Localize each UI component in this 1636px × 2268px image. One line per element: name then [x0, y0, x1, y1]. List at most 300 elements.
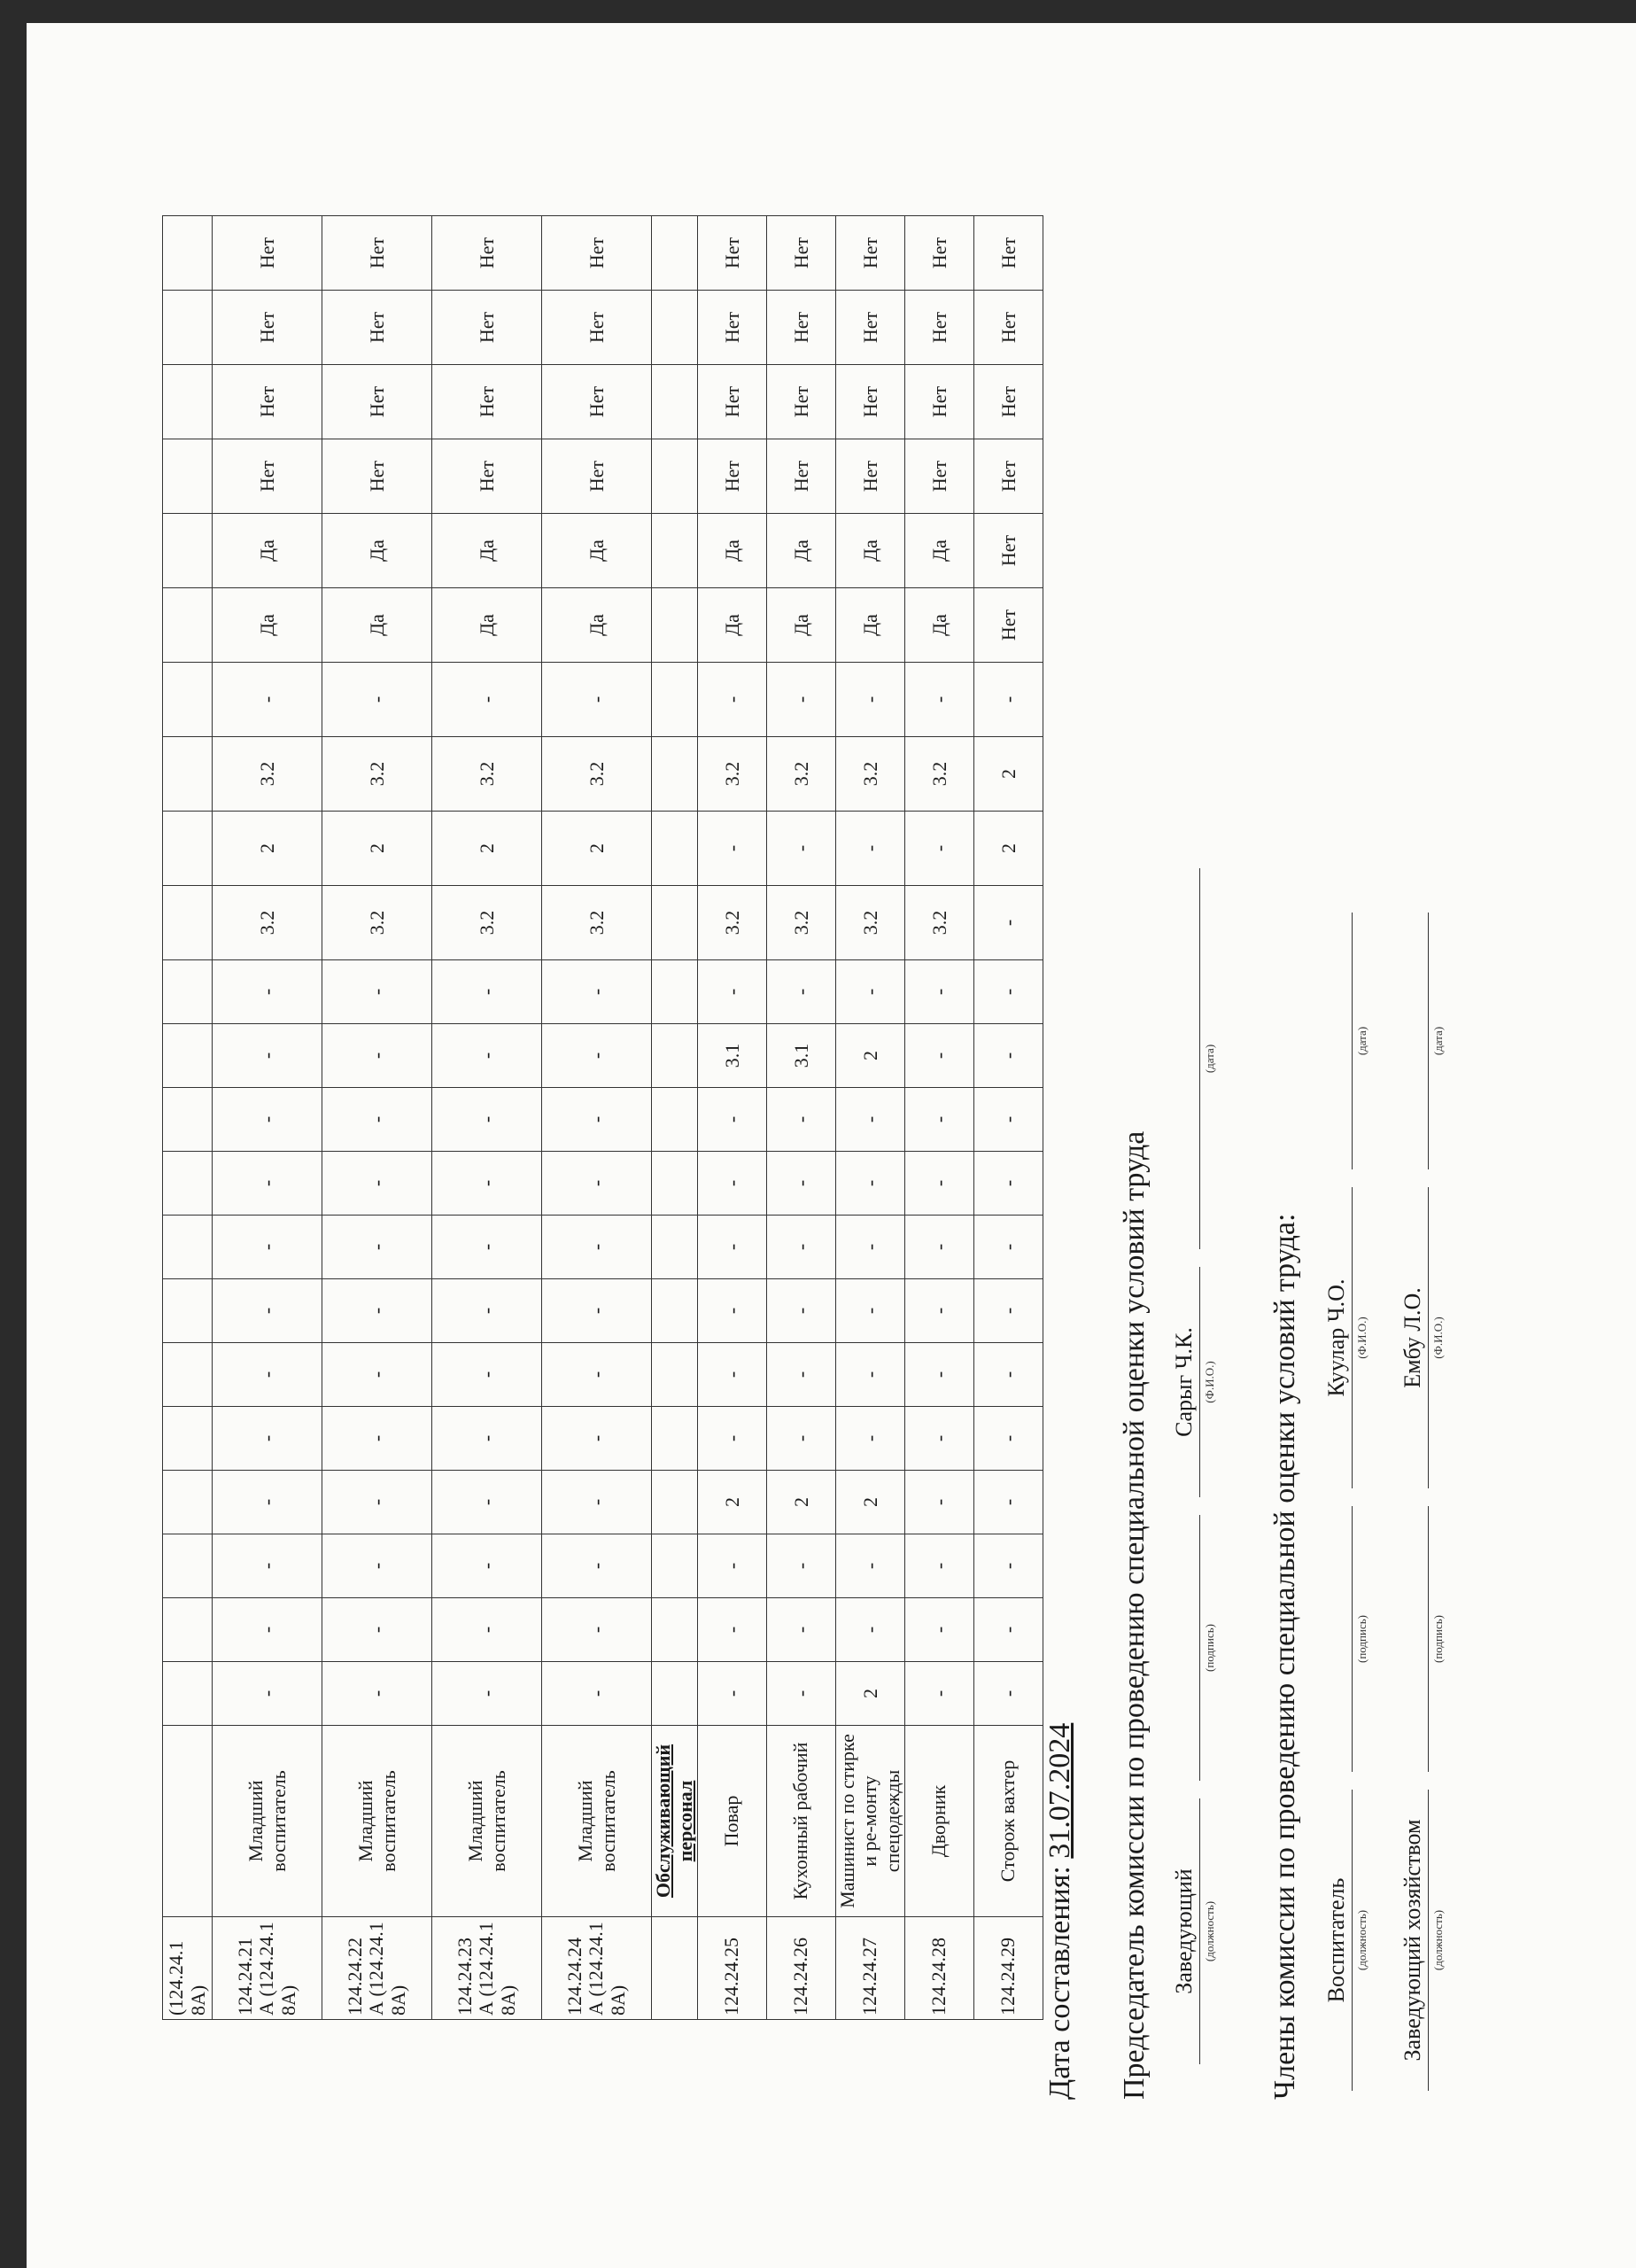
table-cell: - — [766, 1407, 835, 1471]
table-cell: - — [213, 1598, 322, 1662]
member-date-field — [1322, 913, 1369, 1169]
table-cell — [652, 291, 698, 365]
chairman-date-field — [1169, 868, 1216, 1249]
table-cell: - — [432, 663, 542, 737]
table-cell: 3.2 — [697, 737, 766, 812]
position-caption: (должность) — [1203, 1900, 1216, 1962]
table-cell: - — [973, 1152, 1043, 1216]
table-cell: 3.2 — [766, 737, 835, 812]
table-cell: 2 — [432, 812, 542, 886]
table-row — [973, 216, 1043, 2020]
table-cell — [652, 886, 698, 960]
table-cell: - — [213, 663, 322, 737]
table-cell: 3.1 — [766, 1024, 835, 1088]
table-cell: - — [322, 1662, 432, 1726]
table-cell: - — [904, 1534, 973, 1598]
table-cell: - — [697, 1088, 766, 1152]
table-row — [213, 216, 322, 2020]
table-cell: - — [322, 1534, 432, 1598]
table-cell — [163, 1662, 213, 1726]
member-signature-field — [1398, 1506, 1445, 1772]
table-cell: Нет — [904, 291, 973, 365]
table-cell — [163, 1534, 213, 1598]
row-code: 124.24.29 — [973, 1917, 1043, 2020]
table-cell: - — [904, 812, 973, 886]
table-cell: 2 — [542, 812, 652, 886]
table-cell: - — [542, 1152, 652, 1216]
table-cell — [163, 737, 213, 812]
table-cell: - — [904, 1598, 973, 1662]
chairman-heading: Председатель комиссии по проведению специальной оценки условий труда — [1118, 1130, 1151, 2100]
table-cell: Нет — [213, 291, 322, 365]
table-cell: 3.2 — [432, 886, 542, 960]
table-cell: - — [542, 1598, 652, 1662]
table-row — [697, 216, 766, 2020]
member-date-field — [1398, 913, 1445, 1169]
table-cell: Нет — [766, 365, 835, 439]
position-caption: (должность) — [1431, 1909, 1445, 1971]
table-cell — [652, 663, 698, 737]
table-cell — [163, 1598, 213, 1662]
table-cell: - — [542, 1343, 652, 1407]
signature-caption: (подпись) — [1431, 1615, 1445, 1663]
table-cell: - — [697, 1407, 766, 1471]
table-cell: Да — [322, 514, 432, 588]
member-signature-row — [1398, 850, 1451, 2091]
member-position-field — [1398, 1790, 1445, 2091]
table-cell: - — [542, 1534, 652, 1598]
table-cell: - — [766, 1534, 835, 1598]
table-cell: - — [542, 1279, 652, 1343]
table-cell: - — [322, 1407, 432, 1471]
table-cell: - — [835, 1598, 904, 1662]
table-cell: - — [542, 1216, 652, 1279]
table-cell: - — [835, 1152, 904, 1216]
table-cell: Да — [542, 588, 652, 663]
row-position-name: Дворник — [904, 1726, 973, 1917]
name-caption: (Ф.И.О.) — [1355, 1317, 1369, 1359]
table-cell: 2 — [766, 1471, 835, 1534]
table-cell: 2 — [322, 812, 432, 886]
table-cell: - — [213, 1534, 322, 1598]
table-cell: Да — [432, 588, 542, 663]
table-cell: Нет — [432, 216, 542, 291]
table-cell: Нет — [322, 291, 432, 365]
row-position-name: Повар — [697, 1726, 766, 1917]
table-cell: - — [432, 1343, 542, 1407]
table-cell — [163, 1407, 213, 1471]
table-cell: - — [973, 1088, 1043, 1152]
table-cell — [652, 960, 698, 1024]
table-cell: - — [697, 1152, 766, 1216]
table-cell: Нет — [835, 365, 904, 439]
row-position-name: Младший воспитатель — [432, 1726, 542, 1917]
table-cell: Да — [766, 514, 835, 588]
table-cell — [163, 514, 213, 588]
table-cell: - — [904, 1216, 973, 1279]
table-cell: - — [697, 663, 766, 737]
table-cell: Да — [542, 514, 652, 588]
row-code: 124.24.21 А (124.24.1 8А) — [213, 1917, 322, 2020]
table-cell — [652, 737, 698, 812]
table-row — [163, 216, 213, 2020]
table-cell: Нет — [973, 514, 1043, 588]
table-cell — [163, 1216, 213, 1279]
table-cell: - — [432, 960, 542, 1024]
table-cell: Нет — [542, 365, 652, 439]
table-cell — [163, 1024, 213, 1088]
row-code: 124.24.23 А (124.24.1 8А) — [432, 1917, 542, 2020]
table-row — [904, 216, 973, 2020]
table-cell: - — [213, 1088, 322, 1152]
table-cell: - — [432, 1598, 542, 1662]
table-cell: - — [213, 1216, 322, 1279]
table-cell: 3.2 — [542, 737, 652, 812]
table-cell — [163, 812, 213, 886]
table-cell: Да — [835, 514, 904, 588]
table-cell: 3.2 — [213, 886, 322, 960]
table-cell: - — [697, 1343, 766, 1407]
members-heading: Члены комиссии по проведению специальной оценки условий труда: — [1268, 1213, 1301, 2100]
table-cell: - — [835, 1343, 904, 1407]
table-row — [766, 216, 835, 2020]
table-cell — [652, 439, 698, 514]
table-cell: Нет — [766, 291, 835, 365]
table-cell: - — [432, 1088, 542, 1152]
table-cell — [652, 1598, 698, 1662]
table-cell: - — [835, 1534, 904, 1598]
table-cell: 2 — [973, 737, 1043, 812]
table-cell: Нет — [697, 291, 766, 365]
table-cell: - — [322, 1152, 432, 1216]
table-cell: - — [697, 1279, 766, 1343]
date-caption: (дата) — [1431, 1026, 1445, 1056]
table-cell: - — [213, 1662, 322, 1726]
table-cell: - — [973, 1534, 1043, 1598]
chairman-signature-row — [1169, 824, 1222, 2064]
member-name: Куулар Ч.О. — [1323, 1278, 1349, 1397]
table-cell: - — [973, 1598, 1043, 1662]
table-cell: Нет — [835, 216, 904, 291]
row-code: 124.24.22 А (124.24.1 8А) — [322, 1917, 432, 2020]
table-cell: - — [904, 1024, 973, 1088]
table-cell: 3.2 — [322, 886, 432, 960]
name-caption: (Ф.И.О.) — [1431, 1317, 1445, 1359]
table-cell: 2 — [973, 812, 1043, 886]
table-cell: Нет — [766, 439, 835, 514]
table-cell: 3.2 — [432, 737, 542, 812]
table-cell: Да — [835, 588, 904, 663]
table-cell — [163, 1471, 213, 1534]
table-cell: Нет — [973, 588, 1043, 663]
table-cell: Нет — [835, 439, 904, 514]
chairman-position-field — [1169, 1798, 1216, 2064]
table-cell: 3.2 — [904, 737, 973, 812]
table-cell: - — [322, 663, 432, 737]
table-cell — [652, 1343, 698, 1407]
table-cell: - — [973, 1216, 1043, 1279]
table-cell: Нет — [697, 365, 766, 439]
table-cell: - — [973, 1471, 1043, 1534]
table-cell: Да — [697, 588, 766, 663]
table-cell: - — [432, 1407, 542, 1471]
date-caption: (дата) — [1355, 1026, 1369, 1056]
date-caption: (дата) — [1203, 1044, 1216, 1074]
table-cell — [163, 886, 213, 960]
table-cell: Да — [432, 514, 542, 588]
table-cell — [652, 216, 698, 291]
table-cell: - — [542, 1662, 652, 1726]
table-cell — [163, 588, 213, 663]
table-cell — [652, 1662, 698, 1726]
table-cell: - — [542, 1407, 652, 1471]
table-cell: - — [904, 1279, 973, 1343]
member-signature-row — [1322, 850, 1375, 2091]
member-signature-field — [1322, 1506, 1369, 1772]
table-cell: - — [322, 1279, 432, 1343]
row-position-name: Младший воспитатель — [213, 1726, 322, 1917]
rotated-content — [27, 23, 1636, 2268]
table-cell: Нет — [542, 439, 652, 514]
table-cell: - — [835, 1088, 904, 1152]
table-cell: - — [766, 1279, 835, 1343]
table-cell: - — [322, 1343, 432, 1407]
chairman-position: Заведующий — [1171, 1868, 1197, 1994]
table-cell: - — [322, 1024, 432, 1088]
table-cell — [652, 514, 698, 588]
table-row — [432, 216, 542, 2020]
table-cell — [163, 960, 213, 1024]
table-cell: 2 — [213, 812, 322, 886]
row-code: (124.24.1 8А) — [163, 1917, 213, 2020]
table-cell: 2 — [835, 1024, 904, 1088]
table-cell: - — [973, 1662, 1043, 1726]
table-cell: - — [213, 1152, 322, 1216]
table-cell: Нет — [432, 439, 542, 514]
table-cell: Нет — [904, 365, 973, 439]
table-cell: - — [766, 1216, 835, 1279]
table-cell: - — [973, 663, 1043, 737]
table-cell: Нет — [835, 291, 904, 365]
table-cell: Нет — [322, 216, 432, 291]
table-cell: - — [766, 1152, 835, 1216]
table-cell: - — [835, 1279, 904, 1343]
signature-caption: (подпись) — [1203, 1624, 1216, 1672]
table-cell — [652, 1216, 698, 1279]
table-cell: - — [432, 1662, 542, 1726]
table-cell — [163, 291, 213, 365]
table-cell: - — [904, 1088, 973, 1152]
table-cell: Нет — [542, 216, 652, 291]
table-cell: - — [904, 960, 973, 1024]
table-cell: 2 — [835, 1471, 904, 1534]
table-cell — [163, 439, 213, 514]
member-position: Воспитатель — [1323, 1877, 1349, 2003]
table-cell: Нет — [542, 291, 652, 365]
table-cell: - — [213, 1024, 322, 1088]
table-cell: - — [835, 960, 904, 1024]
table-cell: - — [766, 663, 835, 737]
table-cell: - — [432, 1152, 542, 1216]
row-position-name: Младший воспитатель — [542, 1726, 652, 1917]
table-cell: Нет — [973, 216, 1043, 291]
compilation-date — [1043, 1723, 1077, 2100]
table-section-row — [652, 216, 698, 2020]
table-cell: - — [542, 1024, 652, 1088]
table-cell — [652, 1471, 698, 1534]
table-cell: - — [697, 1662, 766, 1726]
table-cell: Нет — [213, 365, 322, 439]
table-cell: - — [697, 1534, 766, 1598]
table-cell: - — [432, 1534, 542, 1598]
table-cell: - — [322, 1088, 432, 1152]
table-cell: Да — [904, 514, 973, 588]
row-code: 124.24.25 — [697, 1917, 766, 2020]
table-cell: - — [973, 1343, 1043, 1407]
row-position-name: Кухонный рабочий — [766, 1726, 835, 1917]
date-value: 31.07.2024 — [1043, 1722, 1076, 1859]
row-position-name: Сторож вахтер — [973, 1726, 1043, 1917]
table-cell: - — [835, 663, 904, 737]
table-cell — [652, 1407, 698, 1471]
table-cell: - — [322, 1471, 432, 1534]
table-cell: - — [835, 1407, 904, 1471]
table-cell: Да — [904, 588, 973, 663]
chairman-name: Сарыг Ч.К. — [1171, 1327, 1197, 1437]
table-cell: 3.2 — [904, 886, 973, 960]
table-cell: - — [766, 1662, 835, 1726]
table-cell: - — [213, 1471, 322, 1534]
table-cell: - — [904, 1471, 973, 1534]
table-cell: - — [766, 1088, 835, 1152]
section-title: Обслуживающий персонал — [652, 1726, 698, 1917]
table-row — [835, 216, 904, 2020]
table-cell: Нет — [697, 216, 766, 291]
table-cell: - — [542, 1088, 652, 1152]
member-name: Ембу Л.О. — [1400, 1287, 1425, 1388]
table-cell: Нет — [697, 439, 766, 514]
table-cell — [652, 1152, 698, 1216]
table-cell — [652, 1279, 698, 1343]
table-cell: - — [904, 663, 973, 737]
table-cell: - — [213, 960, 322, 1024]
member-name-field — [1322, 1187, 1369, 1488]
table-cell — [163, 1279, 213, 1343]
table-cell — [652, 812, 698, 886]
table-cell: - — [697, 960, 766, 1024]
table-cell — [163, 1088, 213, 1152]
name-caption: (Ф.И.О.) — [1203, 1361, 1216, 1403]
table-cell: Нет — [973, 439, 1043, 514]
table-cell: - — [835, 812, 904, 886]
table-cell: - — [904, 1407, 973, 1471]
row-code: 124.24.27 — [835, 1917, 904, 2020]
table-cell — [652, 588, 698, 663]
row-position-name: Младший воспитатель — [322, 1726, 432, 1917]
table-cell: - — [542, 663, 652, 737]
table-cell: - — [697, 812, 766, 886]
table-cell — [163, 1343, 213, 1407]
table-cell: Да — [322, 588, 432, 663]
table-cell — [163, 216, 213, 291]
table-cell: - — [697, 1216, 766, 1279]
table-cell — [163, 663, 213, 737]
table-row — [542, 216, 652, 2020]
table-cell: - — [766, 812, 835, 886]
signature-caption: (подпись) — [1355, 1615, 1369, 1663]
table-cell: - — [322, 1598, 432, 1662]
row-position-name — [163, 1726, 213, 1917]
position-caption: (должность) — [1355, 1909, 1369, 1971]
table-cell: - — [973, 1279, 1043, 1343]
table-cell — [652, 1088, 698, 1152]
table-cell: 3.2 — [697, 886, 766, 960]
table-cell: 3.1 — [697, 1024, 766, 1088]
table-cell: Нет — [322, 439, 432, 514]
table-cell: - — [904, 1343, 973, 1407]
table-cell: - — [432, 1279, 542, 1343]
document-page — [27, 23, 1636, 2268]
table-cell: Нет — [432, 291, 542, 365]
member-position: Заведующий хозяйством — [1400, 1819, 1425, 2062]
table-cell: 3.2 — [322, 737, 432, 812]
sout-results-table — [162, 215, 1043, 2020]
table-cell: Нет — [973, 365, 1043, 439]
table-cell: - — [904, 1662, 973, 1726]
table-cell: - — [432, 1024, 542, 1088]
table-cell: - — [973, 1407, 1043, 1471]
table-cell — [652, 365, 698, 439]
table-cell: - — [542, 1471, 652, 1534]
table-cell — [163, 365, 213, 439]
table-cell: 3.2 — [542, 886, 652, 960]
table-cell — [163, 1152, 213, 1216]
table-row — [322, 216, 432, 2020]
table-cell: - — [904, 1152, 973, 1216]
table-cell: Да — [213, 514, 322, 588]
row-position-name: Машинист по стирке и ре-монту спецодежды — [835, 1726, 904, 1917]
table-cell: Да — [213, 588, 322, 663]
table-cell: - — [322, 960, 432, 1024]
table-cell: 3.2 — [213, 737, 322, 812]
table-cell: Да — [697, 514, 766, 588]
member-position-field — [1322, 1790, 1369, 2091]
table-cell — [652, 1534, 698, 1598]
table-cell: - — [835, 1216, 904, 1279]
table-cell: - — [542, 960, 652, 1024]
table-cell: 3.2 — [835, 886, 904, 960]
table-cell: Нет — [904, 216, 973, 291]
table-cell: - — [766, 960, 835, 1024]
table-cell: - — [432, 1216, 542, 1279]
table-cell: - — [973, 886, 1043, 960]
table-cell: - — [322, 1216, 432, 1279]
table-cell: 2 — [835, 1662, 904, 1726]
table-cell: Да — [766, 588, 835, 663]
chairman-signature-field — [1169, 1515, 1216, 1781]
table-cell: Нет — [213, 439, 322, 514]
table-cell: - — [213, 1343, 322, 1407]
table-cell: Нет — [322, 365, 432, 439]
table-cell: - — [213, 1407, 322, 1471]
row-code: 124.24.26 — [766, 1917, 835, 2020]
table-cell: 3.2 — [766, 886, 835, 960]
table-cell: Нет — [213, 216, 322, 291]
table-cell: - — [973, 1024, 1043, 1088]
table-cell: Нет — [904, 439, 973, 514]
table-cell: - — [432, 1471, 542, 1534]
table-cell: Нет — [973, 291, 1043, 365]
